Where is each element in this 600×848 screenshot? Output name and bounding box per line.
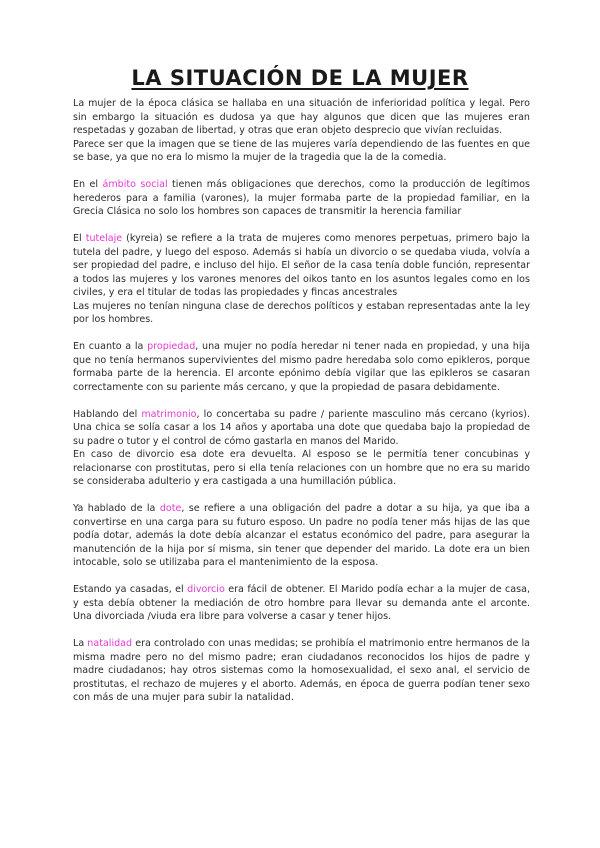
highlight-term: dote — [159, 503, 182, 514]
paragraph-ambito-social — [73, 178, 530, 219]
paragraph-text: Ya hablado de la — [73, 503, 160, 514]
document-body — [73, 97, 530, 705]
paragraph-intro-2 — [73, 138, 530, 165]
paragraph-text: En caso de divorcio esa dote era devuelta. Al esposo se le permitía tener concubinas y relacionarse con prostitutas, pero si ella tenía relaciones con un hombre que no era su marido se consideraba adulterio y era castigada a una humillación pública. — [73, 449, 530, 487]
paragraph-text: La — [73, 638, 88, 649]
paragraph-propiedad — [73, 340, 530, 394]
highlight-term: divorcio — [187, 584, 225, 595]
paragraph-text: (kyreia) se refiere a la trata de mujeres como menores perpetuas, primero bajo la tutela del padre, y luego del esposo. Además si había un divorcio o se quedaba viuda, volvía a ser propiedad del padre, e incluso del hijo. El señor de la casa tenía doble función, representar a todos las mujeres y los varones menores del oikos tanto en los asuntos legales como en los civiles, y era el titular de todas las propiedades y fincas ancestrales — [73, 233, 530, 298]
paragraph-tutelaje — [73, 232, 530, 300]
highlight-term: tutelaje — [85, 233, 123, 244]
highlight-term: ámbito social — [102, 179, 168, 190]
page-title — [0, 66, 600, 90]
paragraph-text: En el — [73, 179, 103, 190]
paragraph-text: tienen más obligaciones que derechos, como la producción de legítimos herederos para a familia (varones), la mujer formaba parte de la propiedad familiar, en la Grecia Clásica no solo los hombres son capaces de transmitir la herencia familiar — [73, 179, 530, 217]
highlight-term: natalidad — [87, 638, 133, 649]
paragraph-text: , se refiere a una obligación del padre a dotar a su hija, ya que iba a convertirse en una carga para su futuro esposo. Un padre no podía tener más hijas de las que podía dotar, además la dote debía alcanzar el estatus económico del padre, para asegurar la manutención de la hija por sí misma, sin tener que depender del marido. La dote era un bien intocable, solo se utilizaba para el mantenimiento de la esposa. — [73, 503, 530, 568]
highlight-term: matrimonio — [141, 408, 197, 420]
paragraph-text: El — [73, 233, 86, 244]
paragraph-text: , una mujer no podía heredar ni tener nada en propiedad, y una hija que no tenía hermanos supervivientes del mismo padre heredaba solo como epikleros, porque formaba parte de la herencia. El arconte epónimo debía vigilar que las epikleros se casaran correctamente con su pariente más cercano, y que la propiedad de pasara debidamente. — [73, 341, 530, 393]
paragraph-text: Las mujeres no tenían ninguna clase de derechos políticos y estaban representadas ante la ley por los hombres. — [73, 300, 530, 325]
paragraph-natalidad — [73, 637, 530, 705]
paragraph-text: Hablando del — [73, 408, 142, 420]
page-title-text: LA SITUACIÓN DE LA MUJER — [131, 66, 469, 90]
paragraph-text: Parece ser que la imagen que se tiene de las mujeres varía dependiendo de las fuentes en que se base, ya que no era lo mismo la mujer de la tragedia que la de la comedia. — [73, 138, 530, 163]
paragraph-text: era fácil de obtener. El Marido podía echar a la mujer de casa, y esta debía obtener la mediación de otro hombre para llevar su demanda ante el arconte. Una divorciada /viuda era libre para volverse a casar y tener hijos. — [73, 584, 530, 622]
paragraph-divorcio-dote — [73, 448, 530, 489]
paragraph-matrimonio — [73, 408, 530, 449]
paragraph-text: , lo concertaba su padre / pariente masculino más cercano (kyrios). Una chica se solía casar a los 14 años y aportaba una dote que quedaba bajo la propiedad de su padre o tutor y el control de cómo gastarla en manos del Marido. — [73, 408, 530, 447]
paragraph-dote — [73, 502, 530, 570]
paragraph-derechos-politicos — [73, 300, 530, 327]
highlight-term: propiedad — [147, 341, 196, 352]
paragraph-text: Estando ya casadas, el — [73, 584, 188, 595]
paragraph-intro-1 — [73, 97, 530, 138]
paragraph-text: En cuanto a la — [73, 341, 148, 352]
paragraph-divorcio — [73, 583, 530, 624]
paragraph-text: era controlado con unas medidas; se prohibía el matrimonio entre hermanos de la misma madre pero no del mismo padre; eran ciudadanos reconocidos los hijos de padre y madre ciudadanos; hay otros sistemas como la homosexualidad, el sexo anal, el servicio de prostitutas, el rechazo de mujeres y el aborto. Además, en época de guerra podían tener sexo con más de una mujer para subir la natalidad. — [73, 638, 530, 703]
paragraph-text: La mujer de la época clásica se hallaba en una situación de inferioridad política y legal. Pero sin embargo la situación es dudosa ya que hay algunos que dicen que las mujeres eran respetadas y gozaban de libertad, y otras que eran objeto desprecio que vivían recluidas. — [73, 98, 530, 136]
